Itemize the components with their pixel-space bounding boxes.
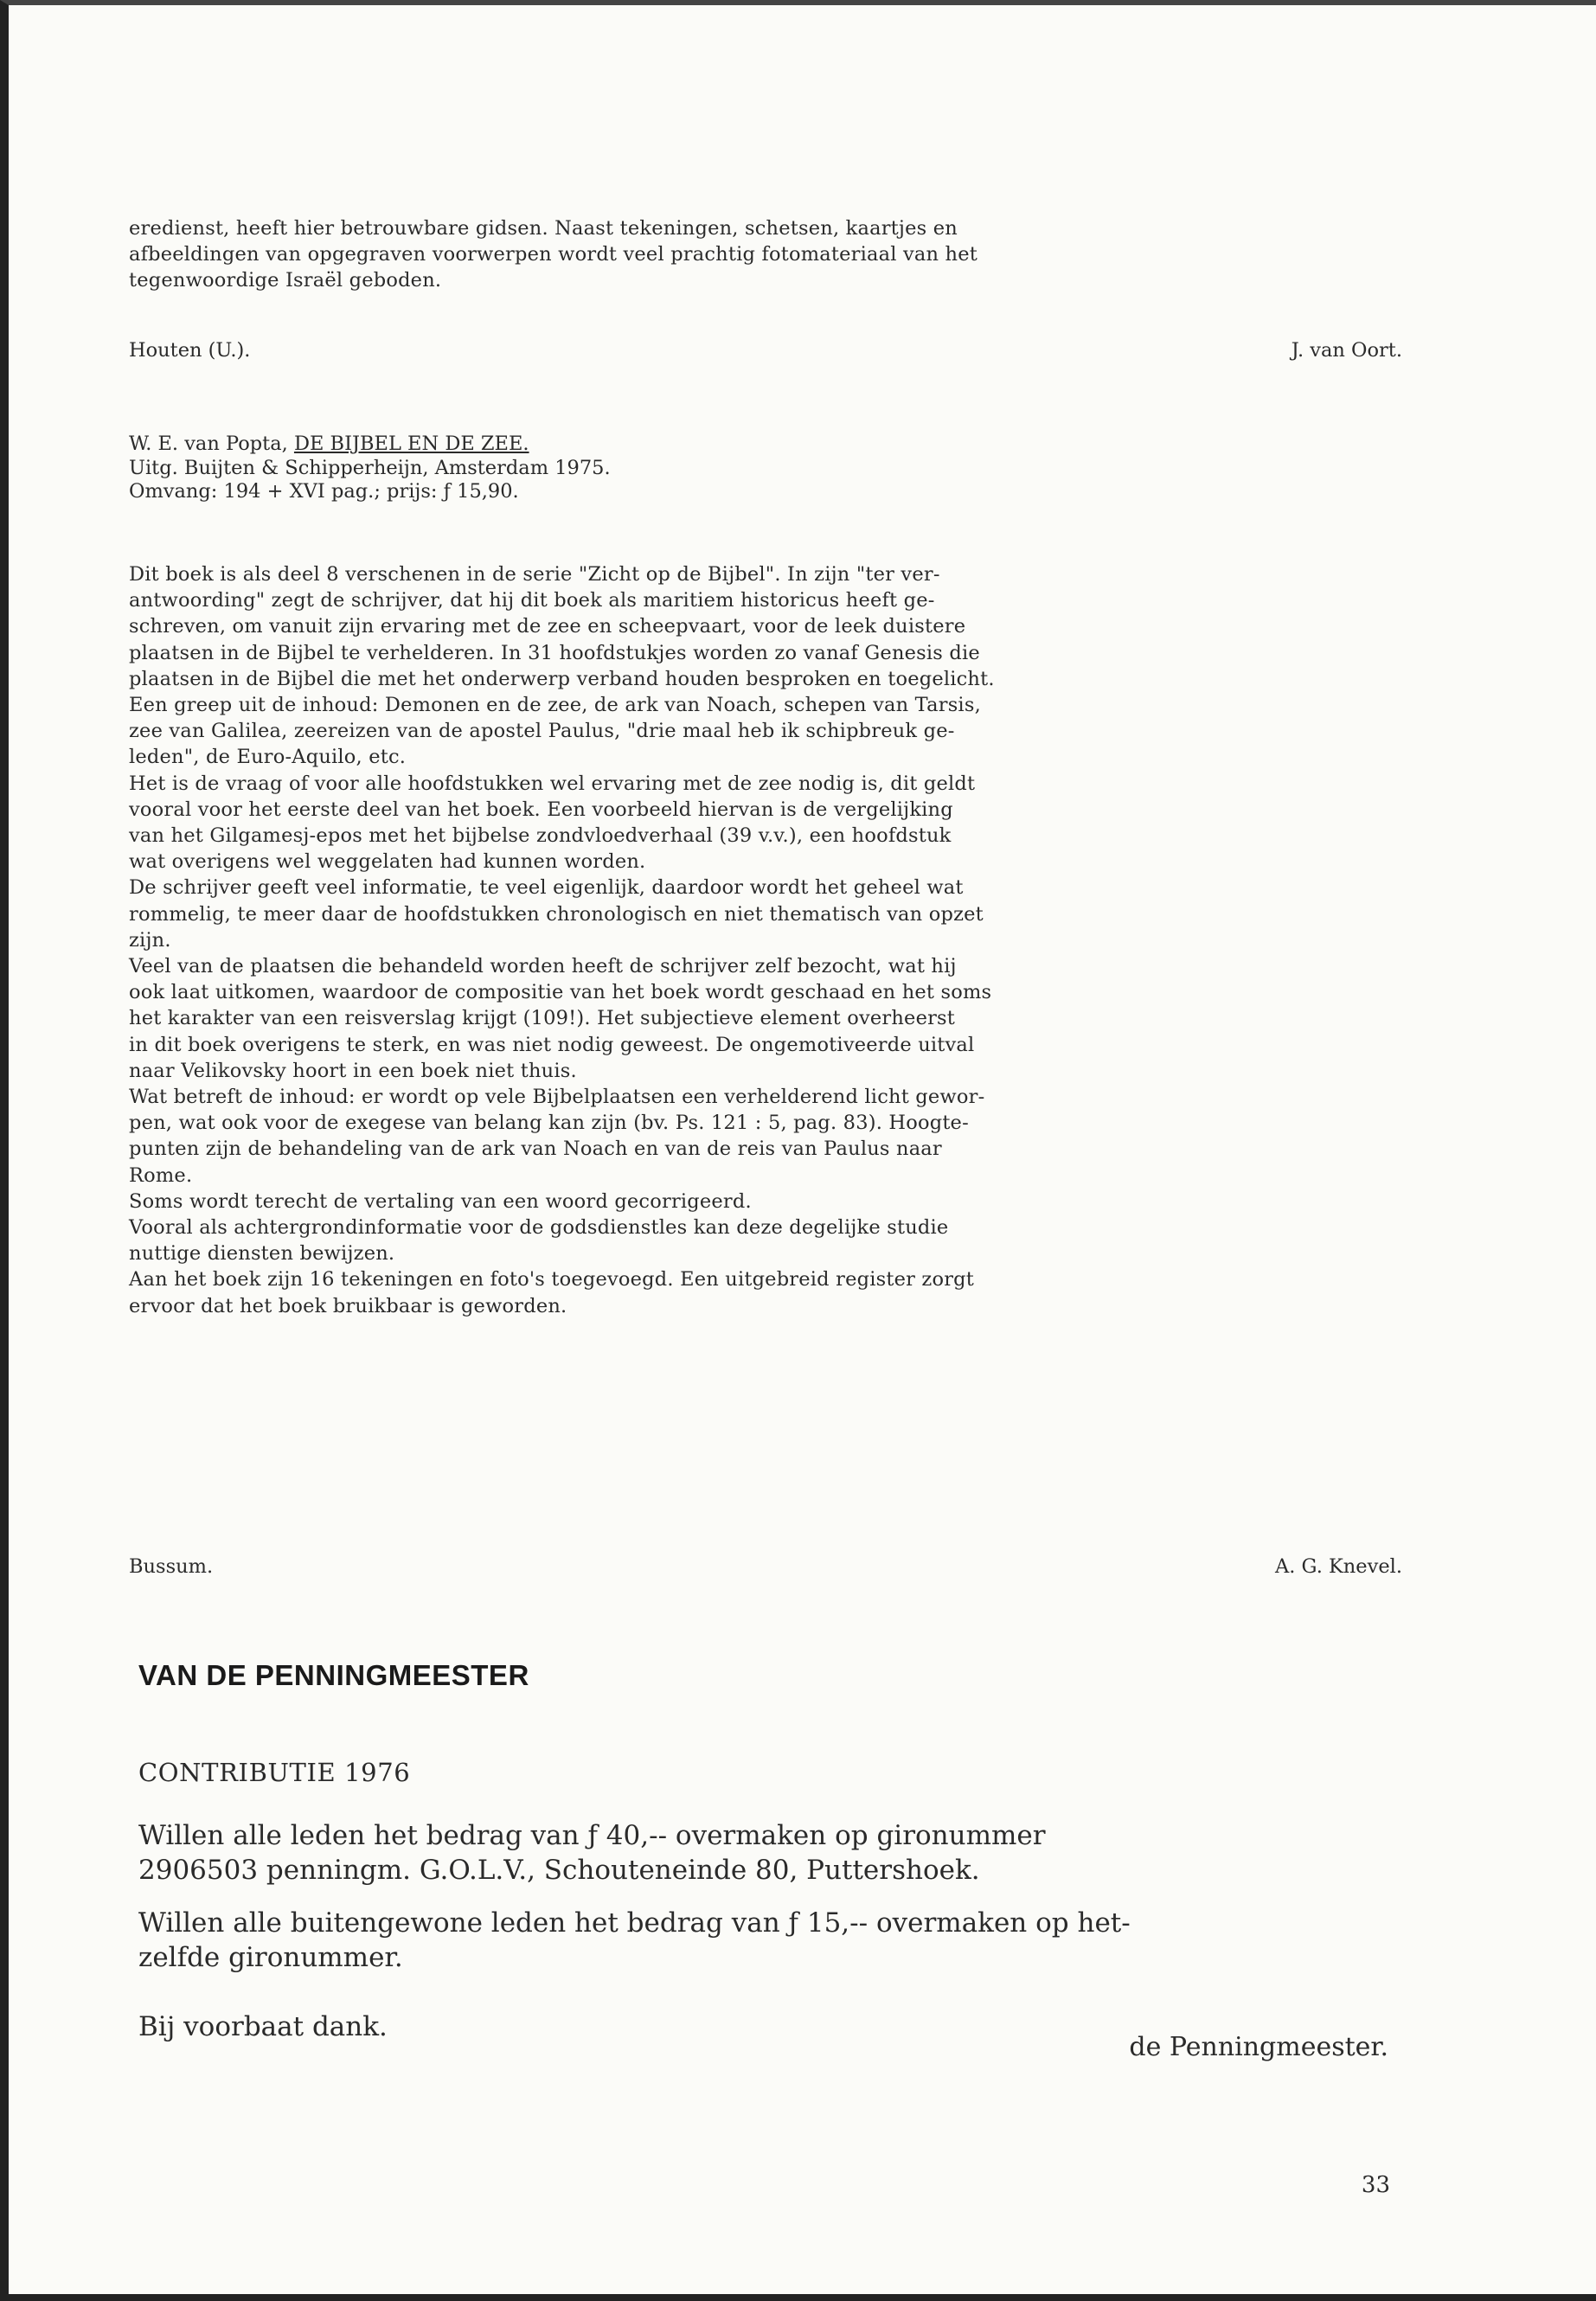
book-author: W. E. van Popta, (129, 433, 288, 455)
review-paragraph (129, 953, 1401, 1084)
review-paragraph (129, 875, 1401, 953)
text-line: wat overigens wel weggelaten had kunnen worden. (129, 850, 646, 874)
review-reviewer: A. G. Knevel. (1274, 1555, 1402, 1578)
review-paragraph (129, 771, 1401, 875)
book-header (129, 433, 1080, 504)
text-line: Rome. (129, 1163, 193, 1187)
thanks-line: Bij voorbaat dank. (138, 2011, 388, 2042)
text-line: ook laat uitkomen, waardoor de compositie van het boek wordt geschaad en het soms (129, 981, 992, 1004)
text-line: zijn. (129, 928, 171, 952)
review-reviewer: J. van Oort. (1291, 339, 1402, 362)
treasurer-signature: de Penningmeester. (1129, 2032, 1388, 2062)
text-line: Vooral als achtergrondinformatie voor de godsdienstles kan deze degelijke studie (129, 1216, 949, 1240)
book-publisher: Uitg. Buijten & Schipperheijn, Amsterdam 1975. (129, 456, 611, 479)
text-line: Veel van de plaatsen die behandeld worden heeft de schrijver zelf bezocht, wat hij (129, 955, 957, 978)
text-line: Willen alle leden het bedrag van ƒ 40,-- overmaken op gironummer (138, 1820, 1046, 1851)
text-line: schreven, om vanuit zijn ervaring met de zee en scheepvaart, voor de leek duistere (129, 615, 966, 638)
text-line: 2906503 penningm. G.O.L.V., Schouteneinde 80, Puttershoek. (138, 1855, 980, 1886)
text-line: in dit boek overigens te sterk, en was niet nodig geweest. De ongemotiveerde uitval (129, 1033, 975, 1056)
text-line: vooral voor het eerste deel van het boek. Een voorbeeld hiervan is de vergelijking (129, 798, 953, 821)
section-heading: VAN DE PENNINGMEESTER (138, 1659, 529, 1691)
review-paragraph (129, 1189, 1401, 1215)
text-line: Aan het boek zijn 16 tekeningen en foto's toegevoegd. Een uitgebreid register zorgt (129, 1268, 975, 1292)
text-line: het karakter van een reisverslag krijgt (109!). Het subjectieve element overheerst (129, 1007, 956, 1030)
text-line: plaatsen in de Bijbel te verhelderen. In 31 hoofdstukjes worden zo vanaf Genesis die (129, 641, 980, 664)
contribution-paragraph-members (138, 1818, 1410, 1888)
text-line: Soms wordt terecht de vertaling van een woord gecorrigeerd. (129, 1189, 752, 1213)
text-line: Dit boek is als deel 8 verschenen in de serie "Zicht op de Bijbel". In zijn "ter ver- (129, 563, 940, 586)
book-extent: Omvang: 194 + XVI pag.; prijs: ƒ 15,90. (129, 480, 519, 503)
text-line: zee van Galilea, zeereizen van de apostel Paulus, "drie maal heb ik schipbreuk ge- (129, 720, 955, 743)
text-line: tegenwoordige Israël geboden. (129, 269, 442, 292)
review-paragraph (129, 1215, 1401, 1266)
book-review-body (129, 561, 1401, 1319)
book-author-title-line (129, 433, 1080, 457)
text-line: punten zijn de behandeling van de ark van Noach en van de reis van Paulus naar (129, 1138, 942, 1161)
text-line: leden", de Euro-Aquilo, etc. (129, 746, 407, 769)
section-subheading: CONTRIBUTIE 1976 (138, 1758, 411, 1787)
review-place: Bussum. (129, 1555, 214, 1578)
text-line: pen, wat ook voor de exegese van belang kan zijn (bv. Ps. 121 : 5, pag. 83). Hoogte- (129, 1112, 969, 1135)
text-line: De schrijver geeft veel informatie, te veel eigenlijk, daardoor wordt het geheel wat (129, 876, 964, 900)
text-line: ervoor dat het boek bruikbaar is geworden. (129, 1294, 567, 1317)
top-review-paragraph (129, 215, 1401, 294)
text-line: nuttige diensten bewijzen. (129, 1242, 395, 1266)
text-line: plaatsen in de Bijbel die met het onderwerp verband houden besproken en toegelicht. (129, 667, 995, 690)
review-paragraph (129, 1266, 1401, 1318)
text-line: van het Gilgamesj-epos met het bijbelse zondvloedverhaal (39 v.v.), een hoofdstuk (129, 824, 952, 848)
contribution-paragraph-extraordinary (138, 1906, 1410, 1975)
text-line: antwoording" zegt de schrijver, dat hij dit boek als maritiem historicus heeft ge- (129, 589, 935, 612)
text-line: Een greep uit de inhoud: Demonen en de zee, de ark van Noach, schepen van Tarsis, (129, 694, 981, 717)
review-place: Houten (U.). (129, 339, 251, 362)
text-line: eredienst, heeft hier betrouwbare gidsen. Naast tekeningen, schetsen, kaartjes en (129, 217, 958, 240)
text-line: afbeeldingen van opgegraven voorwerpen wordt veel prachtig fotomateriaal van het (129, 243, 977, 266)
text-line: zelfde gironummer. (138, 1942, 403, 1973)
page-number: 33 (1361, 2172, 1390, 2198)
review-paragraph (129, 561, 1401, 692)
text-line: Wat betreft de inhoud: er wordt op vele Bijbelplaatsen een verhelderend licht gewor- (129, 1086, 985, 1109)
text-line: Het is de vraag of voor alle hoofdstukken wel ervaring met de zee nodig is, dit geldt (129, 772, 976, 795)
review-paragraph (129, 1084, 1401, 1189)
review-paragraph (129, 692, 1401, 771)
text-line: rommelig, te meer daar de hoofdstukken chronologisch en niet thematisch van opzet (129, 902, 984, 926)
text-line: naar Velikovsky hoort in een boek niet thuis. (129, 1059, 577, 1082)
book-title: DE BIJBEL EN DE ZEE. (293, 433, 529, 455)
text-line: Willen alle buitengewone leden het bedrag van ƒ 15,-- overmaken op het- (138, 1907, 1131, 1939)
